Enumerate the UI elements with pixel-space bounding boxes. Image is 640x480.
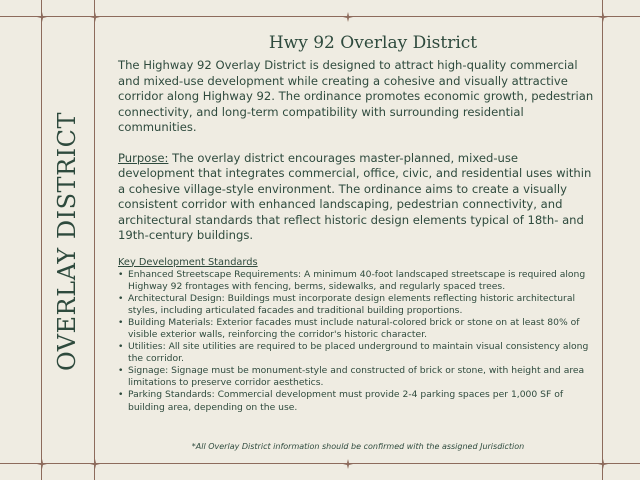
sparkle-star-icon: [598, 12, 608, 22]
sparkle-star-icon: [343, 459, 353, 469]
page-title: Hwy 92 Overlay District: [268, 33, 478, 53]
sparkle-star-icon: [90, 12, 100, 22]
list-item: • Architectural Design: Buildings must incorporate design elements reflecting historic architectural styles, including articulated facades and traditional building proportions.: [118, 293, 598, 317]
purpose-label: Purpose:: [118, 150, 169, 165]
vertical-rule-left: [41, 0, 42, 480]
intro-paragraph: The Highway 92 Overlay District is designed to attract high-quality commercial and mixed-use development while creating a cohesive and visually attractive corridor along Highway 92. The ordinance promotes economic growth, pedestrian connectivity, and long-term compatibility with surrounding residential communities.: [118, 58, 594, 134]
list-item: • Enhanced Streetscape Requirements: A minimum 40-foot landscaped streetscape is required along Highway 92 frontages with fencing, berms, sidewalks, and regularly spaced trees.: [118, 269, 598, 293]
vertical-rule-inner: [94, 0, 95, 480]
sparkle-star-icon: [343, 12, 353, 22]
purpose-text: The overlay district encourages master-planned, mixed-use development that integrates commercial, office, civic, and residential uses within a cohesive village-style environment. The ordinance aims to create a visually consistent corridor with enhanced landscaping, pedestrian connectivity, and architectural standards that reflect historic design elements typical of 18th- and 19th-century buildings.: [118, 150, 592, 242]
purpose-paragraph: [118, 151, 598, 244]
sparkle-star-icon: [37, 459, 47, 469]
side-title: [45, 112, 89, 372]
list-item: • Signage: Signage must be monument-style and constructed of brick or stone, with height and area limitations to preserve corridor aesthetics.: [118, 365, 598, 389]
footnote: *All Overlay District information should be confirmed with the assigned Jurisdiction: [191, 442, 525, 451]
side-title-text: OVERLAY DISTRICT: [53, 112, 81, 372]
main-content: [118, 33, 598, 414]
sparkle-star-icon: [598, 459, 608, 469]
standards-heading: Key Development Standards: [118, 256, 258, 268]
list-item: • Building Materials: Exterior facades must include natural-colored brick or stone on at least 80% of visible exterior walls, reinforcing the corridor's historic character.: [118, 317, 598, 341]
list-item: • Utilities: All site utilities are required to be placed underground to maintain visual consistency along the corridor.: [118, 341, 598, 365]
vertical-rule-right: [602, 0, 603, 480]
standards-list: [118, 269, 598, 414]
list-item: • Parking Standards: Commercial development must provide 2-4 parking spaces per 1,000 SF of building area, depending on the use.: [118, 389, 598, 413]
sparkle-star-icon: [90, 459, 100, 469]
sparkle-star-icon: [37, 12, 47, 22]
